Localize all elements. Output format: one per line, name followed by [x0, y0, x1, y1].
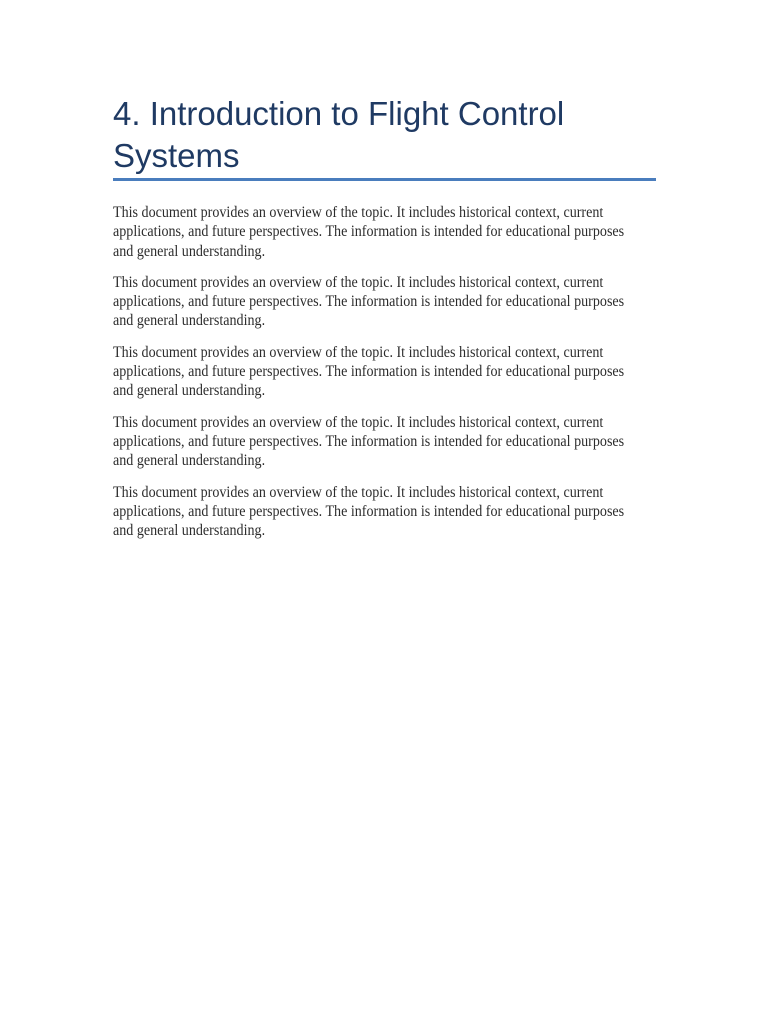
paragraph-line: and general understanding. — [113, 312, 266, 330]
page-content — [113, 93, 656, 552]
paragraph — [113, 343, 625, 401]
page-title-line-2: Systems — [113, 137, 240, 174]
paragraph-line: This document provides an overview of the topic. It includes historical context, current — [113, 204, 604, 221]
paragraph-line: applications, and future perspectives. The information is intended for educational purposes — [113, 432, 625, 450]
paragraph-line: and general understanding. — [113, 452, 266, 470]
paragraph-line: This document provides an overview of the topic. It includes historical context, current — [113, 483, 604, 501]
paragraph-line: This document provides an overview of the topic. It includes historical context, current — [113, 343, 604, 361]
paragraph-line: This document provides an overview of the topic. It includes historical context, current — [113, 273, 604, 291]
paragraph-line: and general understanding. — [113, 522, 266, 540]
paragraph-line: This document provides an overview of the topic. It includes historical context, current — [113, 413, 604, 431]
paragraph-line: and general understanding. — [113, 382, 266, 400]
paragraph-line: applications, and future perspectives. The information is intended for educational purposes — [113, 223, 625, 241]
body-copy — [113, 203, 656, 540]
paragraph — [113, 483, 625, 541]
paragraph — [113, 413, 625, 471]
paragraph-line: applications, and future perspectives. The information is intended for educational purposes — [113, 293, 625, 311]
paragraph — [113, 273, 625, 331]
paragraph-line: applications, and future perspectives. The information is intended for educational purposes — [113, 363, 625, 381]
paragraph-line: applications, and future perspectives. The information is intended for educational purposes — [113, 502, 625, 520]
heading-rule — [113, 178, 656, 181]
page-title — [113, 93, 656, 177]
paragraph-line: and general understanding. — [113, 242, 266, 260]
paragraph — [113, 203, 625, 261]
page-title-line-1: 4. Introduction to Flight Control — [113, 95, 565, 132]
